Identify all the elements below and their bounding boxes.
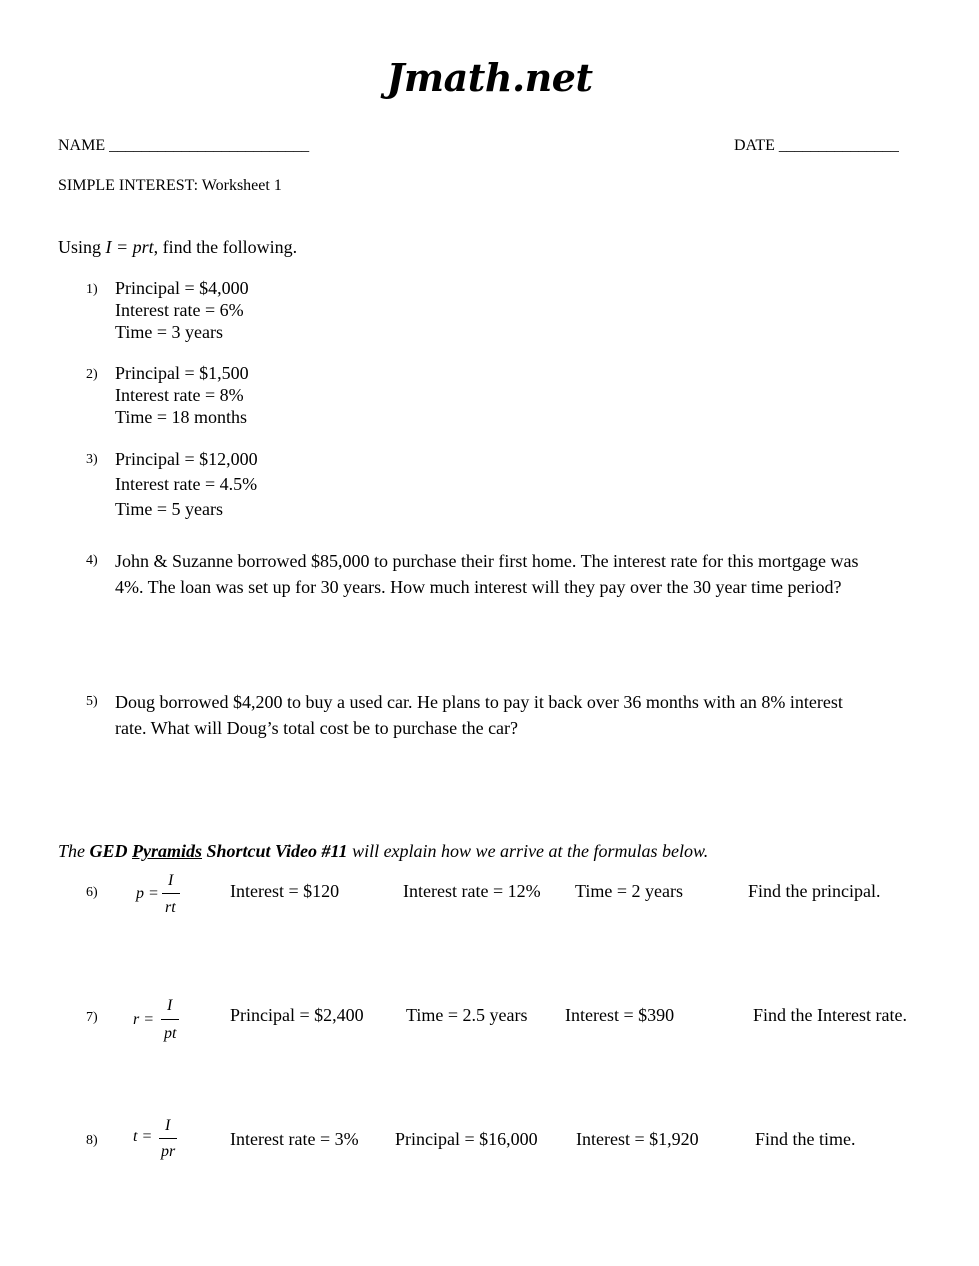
given-value: Interest rate = 3% [230, 1129, 359, 1149]
formula-principal [136, 872, 186, 918]
instructions [58, 236, 297, 258]
ged-note [58, 840, 708, 862]
formula-var: p = [136, 885, 159, 902]
problem-number: 6) [86, 885, 98, 900]
instructions-formula: I = prt [105, 237, 154, 257]
problem-4 [115, 548, 858, 600]
given-value: Principal = $2,400 [230, 1005, 364, 1025]
ged-pyramids-link[interactable]: Pyramids [132, 841, 203, 861]
problem-2 [115, 362, 249, 428]
fraction-bar [159, 1138, 177, 1139]
fraction-bar [162, 893, 180, 894]
problem-line: Principal = $4,000 [115, 278, 249, 298]
problem-number: 8) [86, 1133, 98, 1148]
problem-5 [115, 689, 843, 741]
problem-line: Time = 5 years [115, 499, 223, 519]
problem-line: Interest rate = 8% [115, 385, 244, 405]
problem-1 [115, 277, 249, 343]
task: Find the principal. [748, 881, 881, 901]
date-label: DATE [734, 137, 775, 154]
formula-denominator: rt [165, 899, 176, 916]
task: Find the Interest rate. [753, 1005, 907, 1025]
problem-line: Interest rate = 6% [115, 300, 244, 320]
ged-note-text: The [58, 841, 90, 861]
formula-time [133, 1117, 183, 1163]
formula-denominator: pr [161, 1143, 176, 1160]
formula-rate [133, 997, 183, 1043]
problem-number: 5) [86, 694, 98, 709]
given-value: Interest = $390 [565, 1005, 675, 1025]
problem-line: Interest rate = 4.5% [115, 474, 258, 494]
given-value: Principal = $16,000 [395, 1129, 538, 1149]
formula-numerator: I [168, 872, 174, 889]
formula-numerator: I [165, 1117, 171, 1134]
given-value: Interest = $1,920 [576, 1129, 699, 1149]
ged-video-title: Shortcut Video #11 [202, 841, 348, 861]
ged-note-text: will explain how we arrive at the formulas below. [347, 841, 709, 861]
problem-line: Principal = $1,500 [115, 363, 249, 383]
formula-var: r = [133, 1011, 155, 1028]
formula-denominator: pt [164, 1025, 177, 1042]
problem-line: Doug borrowed $4,200 to buy a used car. He plans to pay it back over 36 months with an 8% interest [115, 692, 843, 712]
problem-line: John & Suzanne borrowed $85,000 to purchase their first home. The interest rate for this mortgage was [115, 551, 859, 571]
name-field [58, 137, 309, 155]
site-logo: Jmath.net [386, 55, 593, 100]
date-line: _______________ [778, 137, 899, 154]
name-label: NAME [58, 137, 106, 154]
given-value: Interest rate = 12% [403, 881, 541, 901]
formula-numerator: I [167, 997, 173, 1014]
date-field [734, 137, 899, 155]
fraction-bar [161, 1019, 179, 1020]
formula-var: t = [133, 1128, 153, 1145]
instructions-prefix: Using [58, 237, 106, 257]
name-line: _________________________ [109, 137, 310, 154]
worksheet-title: SIMPLE INTEREST: Worksheet 1 [58, 177, 282, 194]
instructions-suffix: , find the following. [153, 237, 298, 257]
problem-number: 4) [86, 553, 98, 568]
ged-note-bold: GED [89, 841, 133, 861]
problem-number: 3) [86, 452, 98, 467]
given-value: Time = 2.5 years [406, 1005, 528, 1025]
problem-number: 7) [86, 1010, 98, 1025]
given-value: Time = 2 years [575, 881, 683, 901]
problem-3 [115, 447, 258, 522]
problem-line: Time = 3 years [115, 322, 223, 342]
problem-line: rate. What will Doug’s total cost be to purchase the car? [115, 718, 519, 738]
given-value: Interest = $120 [230, 881, 340, 901]
problem-line: 4%. The loan was set up for 30 years. How much interest will they pay over the 30 year time period? [115, 577, 842, 597]
problem-number: 2) [86, 367, 98, 382]
problem-line: Time = 18 months [115, 407, 248, 427]
problem-number: 1) [86, 282, 98, 297]
problem-line: Principal = $12,000 [115, 449, 258, 469]
task: Find the time. [755, 1129, 856, 1149]
